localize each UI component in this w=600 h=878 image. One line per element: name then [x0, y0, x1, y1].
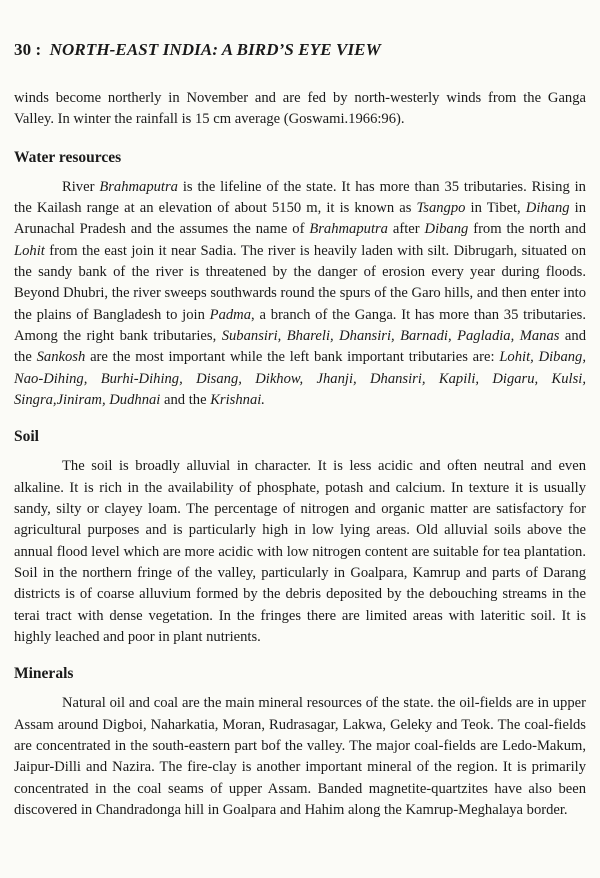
running-header — [14, 40, 586, 60]
water-paragraph: River Brahmaputra is the lifeline of the state. It has more than 35 tributaries. Rising in the Kailash range at an elevation of about 5150 m, it is known as Tsangpo in Tibet, Dihang in Arunachal Pradesh and the assumes the name of Brahmaputra after Dibang from the north and Lohit from the east join it near Sadia. The river is heavily laden with silt. Dibrugarh, situated on the sandy bank of the river is threatened by the danger of erosion every year during floods. Beyond Dhubri, the river sweeps southwards round the spurs of the Garo hills, and then enter into the plains of Bangladesh to join Padma, a branch of the Ganga. It has more than 35 tributaries. Among the right bank tributaries, Subansiri, Bhareli, Dhansiri, Barnadi, Pagladia, Manas and the Sankosh are the most important while the left bank important tributaries are: Lohit, Dibang, Nao-Dihing, Burhi-Dihing, Disang, Dikhow, Jhanji, Dhansiri, Kapili, Digaru, Kulsi, Singra,Jiniram, Dudhnai and the Krishnai. — [14, 178, 587, 408]
page-number: 30 : — [14, 40, 42, 59]
section-heading-water: Water resources — [14, 148, 122, 166]
section-heading-minerals: Minerals — [14, 665, 74, 683]
book-title: NORTH-EAST INDIA: A BIRD’S EYE VIEW — [49, 40, 381, 59]
soil-paragraph: The soil is broadly alluvial in character. It is less acidic and often neutral and even alkaline. It is rich in the availability of phosphate, potash and calcium. In texture it is usually sandy, silty or clayey loam. The percentage of nitrogen and organic matter are satisfactory for agricultural purposes and is particularly high in low lying areas. Old alluvial soils above the annual flood level which are more acidic with low nitrogen content are suitable for tea plantation. Soil in the northern fringe of the valley, particularly in Goalpara, Kamrup and parts of Darang districts is of coarse alluvium formed by the debris deposited by the debouching streams in the terai tract with dense vegetation. In the fringes there are limited areas with lateritic soil. It is highly leached and poor in plant nutrients. — [14, 458, 586, 645]
intro-paragraph: winds become northerly in November and are fed by north-westerly winds from the Ganga Valley. In winter the rainfall is 15 cm average (Goswami.1966:96). — [14, 90, 586, 128]
page-body — [14, 88, 586, 821]
section-heading-soil: Soil — [14, 428, 39, 446]
minerals-paragraph: Natural oil and coal are the main mineral resources of the state. the oil-fields are in upper Assam around Digboi, Naharkatia, Moran, Rudrasagar, Lakwa, Geleky and Teok. The coal-fields are concentrated in the south-eastern part bof the valley. The major coal-fields are Ledo-Makum, Jaipur-Dilli and Nazira. The fire-clay is another important mineral of the region. It is primarily concentrated in the coal seams of upper Assam. Banded magnetite-quartzites have also been discovered in Chandradonga hill in Goalpara and Hahim along the Kamrup-Meghalaya border. — [14, 695, 586, 818]
